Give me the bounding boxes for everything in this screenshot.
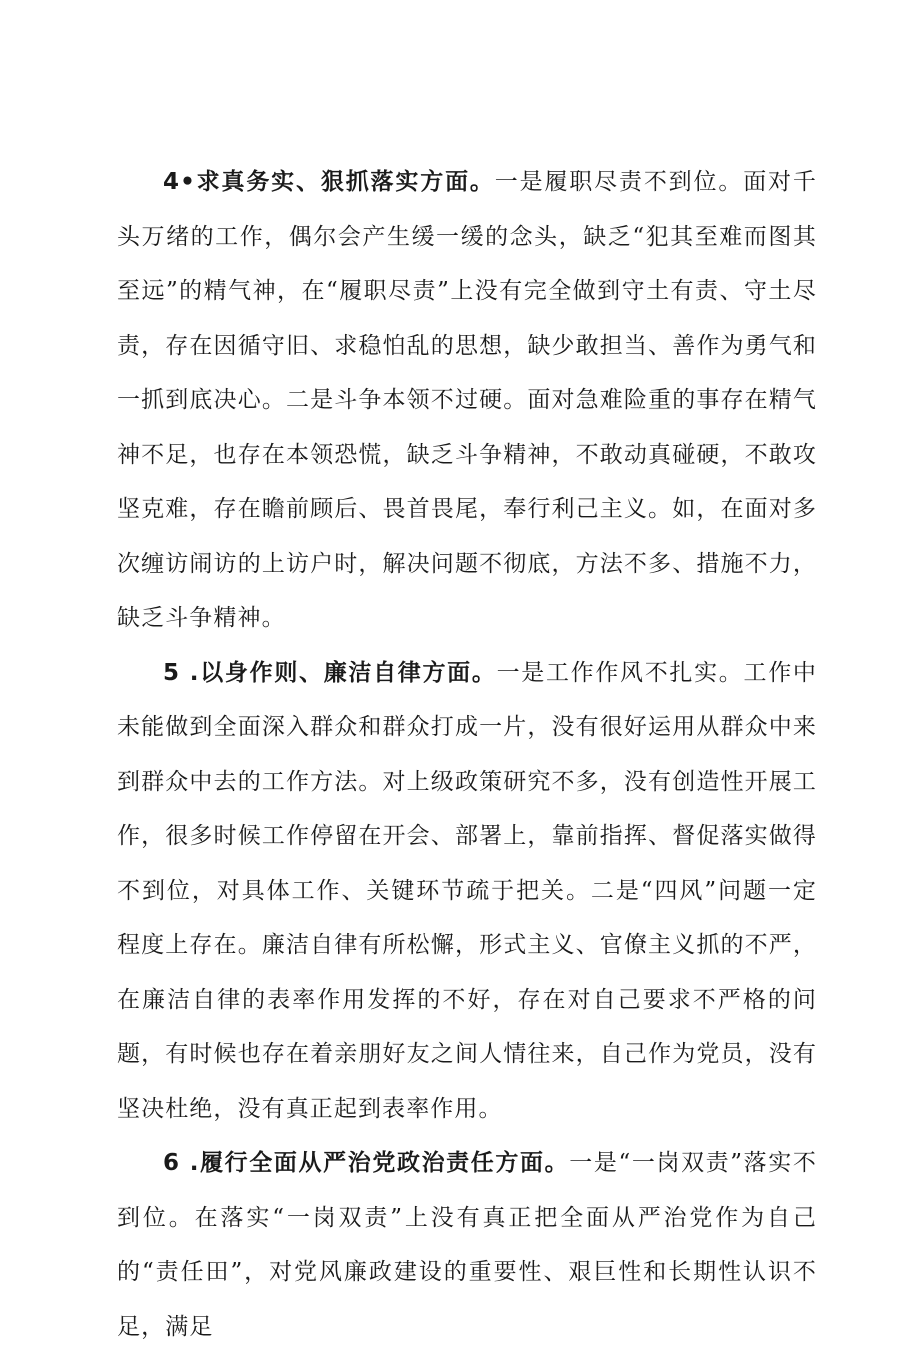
paragraph-section-5 (117, 646, 817, 1137)
paragraph-section-4 (117, 155, 817, 646)
section-6-text: 一是“一岗双责”落实不到位。在落实“一岗双责”上没有真正把全面从严治党作为自己的“责任田”，对党风廉政建设的重要性、艰巨性和长期性认识不足，满足 (117, 1150, 817, 1340)
section-5-text: 一是工作作风不扎实。工作中未能做到全面深入群众和群众打成一片，没有很好运用从群众中来到群众中去的工作方法。对上级政策研究不多，没有创造性开展工作，很多时候工作停留在开会、部署上，靠前指挥、督促落实做得不到位，对具体工作、关键环节疏于把关。二是“四风”问题一定程度上存在。廉洁自律有所松懈，形式主义、官僚主义抓的不严，在廉洁自律的表率作用发挥的不好，存在对自己要求不严格的问题，有时候也存在着亲朋好友之间人情往来，自己作为党员，没有坚决杜绝，没有真正起到表率作用。 (117, 659, 817, 1122)
section-5-heading: 5 .以身作则、廉洁自律方面。 (163, 659, 497, 686)
paragraph-section-6 (117, 1136, 817, 1354)
section-4-text: 一是履职尽责不到位。面对千头万绪的工作，偶尔会产生缓一缓的念头，缺乏“犯其至难而图其至远”的精气神，在“履职尽责”上没有完全做到守土有责、守土尽责，存在因循守旧、求稳怕乱的思想，缺少敢担当、善作为勇气和一抓到底决心。二是斗争本领不过硬。面对急难险重的事存在精气神不足，也存在本领恐慌，缺乏斗争精神，不敢动真碰硬，不敢攻坚克难，存在瞻前顾后、畏首畏尾，奉行利己主义。如，在面对多次缠访闹访的上访户时，解决问题不彻底，方法不多、措施不力，缺乏斗争精神。 (117, 169, 817, 631)
section-6-heading: 6 .履行全面从严治党政治责任方面。 (163, 1150, 570, 1176)
document-body (117, 155, 817, 1354)
section-4-heading: 4•求真务实、狠抓落实方面。 (163, 169, 495, 195)
